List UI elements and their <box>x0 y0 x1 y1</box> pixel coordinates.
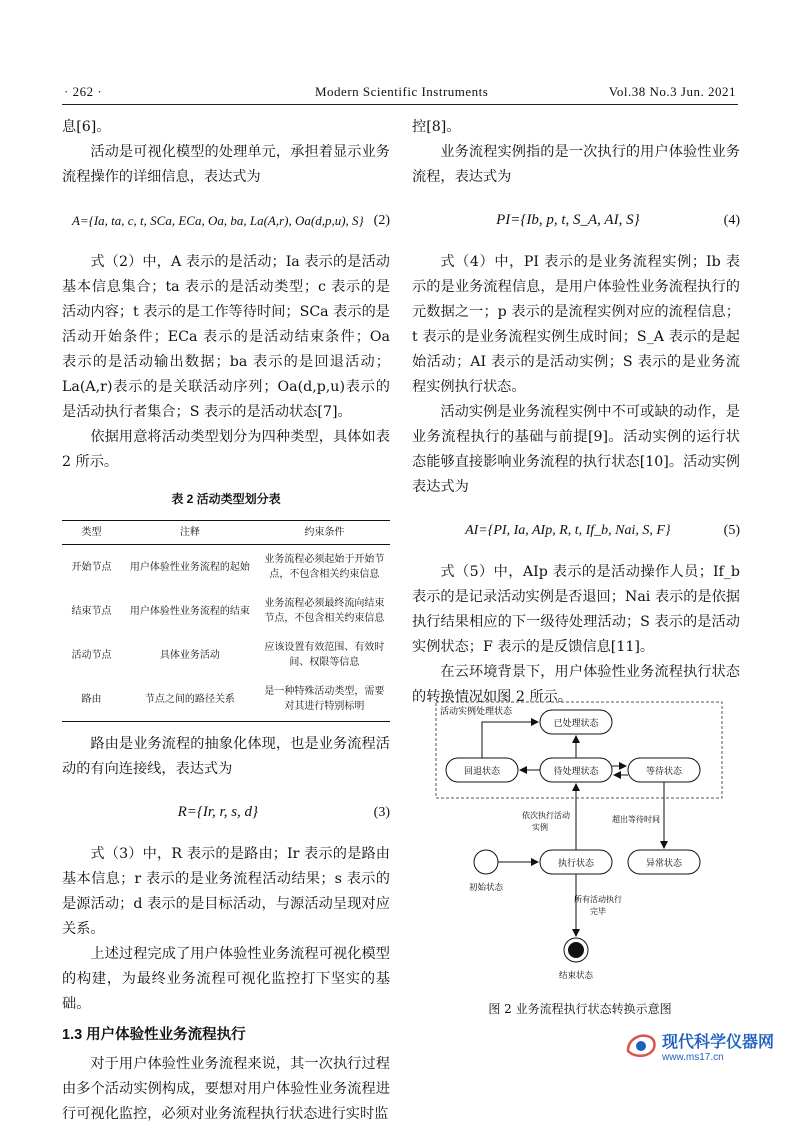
paragraph: 活动是可视化模型的处理单元，承担着显示业务流程操作的详细信息，表达式为 <box>62 144 390 185</box>
equation-body: R={Ir, r, s, d} <box>177 803 259 820</box>
table-row <box>62 633 390 677</box>
equation-body: AI={PI, Ia, AIp, R, t, If_b, Nai, S, F} <box>465 522 671 538</box>
initial-state-node <box>474 850 498 874</box>
table-cell: 路由 <box>62 677 121 722</box>
equation-4 <box>412 200 740 240</box>
paragraph: 活动实例是业务流程实例中不可或缺的动作，是业务流程执行的基础与前提[9]。活动实例的运行状态能够直接影响业务流程的执行状态[10]。活动实例表达式为 <box>412 404 740 495</box>
issue-info: Vol.38 No.3 Jun. 2021 <box>608 84 736 99</box>
paragraph: 式（5）中，AIp 表示的是活动操作人员；If_b 表示的是记录活动实例是否退回；Nai 表示的是依据执行结果相应的下一级待处理活动；S 表示的是活动实例状态；F 表示的是反馈信息[11]。 <box>412 564 740 655</box>
paragraph: 对于用户体验性业务流程来说，其一次执行过程由多个活动实例构成，要想对用户体验性业务流程进行可视化监控，必须对业务流程执行状态进行实时监 <box>62 1056 390 1122</box>
table-cell: 应该设置有效范围、有效时间、权限等信息 <box>264 642 385 668</box>
table-row <box>62 589 390 633</box>
equation-2 <box>62 200 390 240</box>
paragraph: 息[6]。 <box>62 119 111 135</box>
watermark-logo-icon <box>624 1031 658 1061</box>
equation-5 <box>412 510 740 550</box>
table-header: 约束条件 <box>259 521 390 545</box>
state-transition-diagram <box>428 700 728 990</box>
table-cell: 节点之间的路径关系 <box>121 677 259 722</box>
watermark-url: www.ms17.cn <box>661 1052 724 1063</box>
table-cell: 用户体验性业务流程的起始 <box>129 561 250 573</box>
arrow-rollback-to-processed <box>482 722 538 758</box>
equation-number: (2) <box>373 212 390 228</box>
paragraph: 式（2）中，A 表示的是活动；Ia 表示的是活动基本信息集合；ta 表示的是活动类型；c 表示的是活动内容；t 表示的是工作等待时间；SCa 表示的是活动开始条件；ECa 表示的是活动结束条件；Oa 表示的是活动输出数据；ba 表示的是回退活动；La(A,r)表示的是关联活动序列；Oa(d,p,u)表示的是活动执行者集合；S 表示的是活动状态[7]。 <box>62 254 390 420</box>
table-cell: 业务流程必须起始于开始节点，不包含相关约束信息 <box>264 554 385 580</box>
equation-number: (5) <box>723 522 740 538</box>
paragraph: 业务流程实例指的是一次执行的用户体验性业务流程，表达式为 <box>412 144 740 185</box>
table-cell: 具体业务活动 <box>159 649 220 661</box>
table-caption: 表 2 活动类型划分表 <box>171 492 281 506</box>
header-rule <box>62 104 738 105</box>
table-header: 注释 <box>121 521 259 545</box>
paragraph: 控[8]。 <box>412 119 461 135</box>
right-column <box>412 115 740 710</box>
table-cell: 活动节点 <box>71 649 112 661</box>
table-cell: 是一种特殊活动类型，需要对其进行特别标明 <box>259 677 390 722</box>
rollback-state-label: 回退状态 <box>463 766 501 776</box>
paragraph: 路由是业务流程的抽象化体现，也是业务流程活动的有向连接线，表达式为 <box>62 736 390 777</box>
paragraph: 在云环境背景下，用户体验性业务流程执行状态的转换情况如图 2 所示。 <box>412 664 740 705</box>
transition-label: 完毕 <box>590 907 606 916</box>
exception-state-label: 异常状态 <box>645 858 683 868</box>
transition-label: 所有活动执行 <box>574 895 622 904</box>
transition-label: 超出等待时间 <box>612 815 660 824</box>
table-cell: 开始节点 <box>71 561 112 573</box>
table-row <box>62 677 390 722</box>
equation-body: A={Ia, ta, c, t, SCa, ECa, Oa, ba, La(A,r), Oa(d,p,u), S} <box>71 212 364 228</box>
transition-label: 依次执行活动 <box>522 811 570 820</box>
paragraph: 上述过程完成了用户体验性业务流程可视化模型的构建，为最终业务流程可视化监控打下坚实的基础。 <box>62 946 390 1012</box>
figure-caption: 图 2 业务流程执行状态转换示意图 <box>488 1002 672 1016</box>
equation-number: (4) <box>723 212 740 228</box>
table-cell: 结束节点 <box>71 605 112 617</box>
executing-state-label: 执行状态 <box>557 858 595 868</box>
table-header: 类型 <box>62 521 121 545</box>
group-label: 活动实例处理状态 <box>440 706 513 716</box>
table-cell: 用户体验性业务流程的结束 <box>129 605 250 617</box>
equation-body: PI={Ib, p, t, S_A, AI, S} <box>496 211 640 228</box>
page-number: · 262 · <box>64 84 103 99</box>
journal-title: Modern Scientific Instruments <box>315 84 489 99</box>
waiting-state-label: 等待状态 <box>645 766 683 776</box>
processed-state-label: 已处理状态 <box>553 718 599 728</box>
table-row <box>62 545 390 590</box>
left-column <box>62 115 390 1127</box>
paragraph: 式（3）中，R 表示的是路由；Ir 表示的是路由基本信息；r 表示的是业务流程活动结果；s 表示的是源活动；d 表示的是目标活动，与源活动呈现对应关系。 <box>62 846 390 937</box>
pending-state-label: 待处理状态 <box>553 766 599 776</box>
equation-number: (3) <box>373 804 390 820</box>
watermark <box>624 1029 774 1063</box>
section-heading: 1.3 用户体验性业务流程执行 <box>62 1027 246 1043</box>
equation-3 <box>62 792 390 832</box>
paragraph: 式（4）中，PI 表示的是业务流程实例；Ib 表示的是业务流程信息，是用户体验性业务流程执行的元数据之一；p 表示的是流程实例对应的流程信息；t 表示的是业务流程实例生成时间；S_A 表示的是起始活动；AI 表示的是活动实例；S 表示的是业务流程实例执行状态。 <box>412 254 740 395</box>
end-state-dot <box>568 942 584 958</box>
initial-state-label: 初始状态 <box>468 882 504 892</box>
watermark-name: 现代科学仪器网 <box>661 1034 774 1051</box>
end-state-label: 结束状态 <box>558 970 594 980</box>
activity-type-table <box>62 520 390 722</box>
table-cell: 业务流程必须最终流向结束节点，不包含相关约束信息 <box>264 598 385 624</box>
paragraph: 依据用意将活动类型划分为四种类型，具体如表 2 所示。 <box>62 429 390 470</box>
transition-label: 实例 <box>532 823 548 832</box>
